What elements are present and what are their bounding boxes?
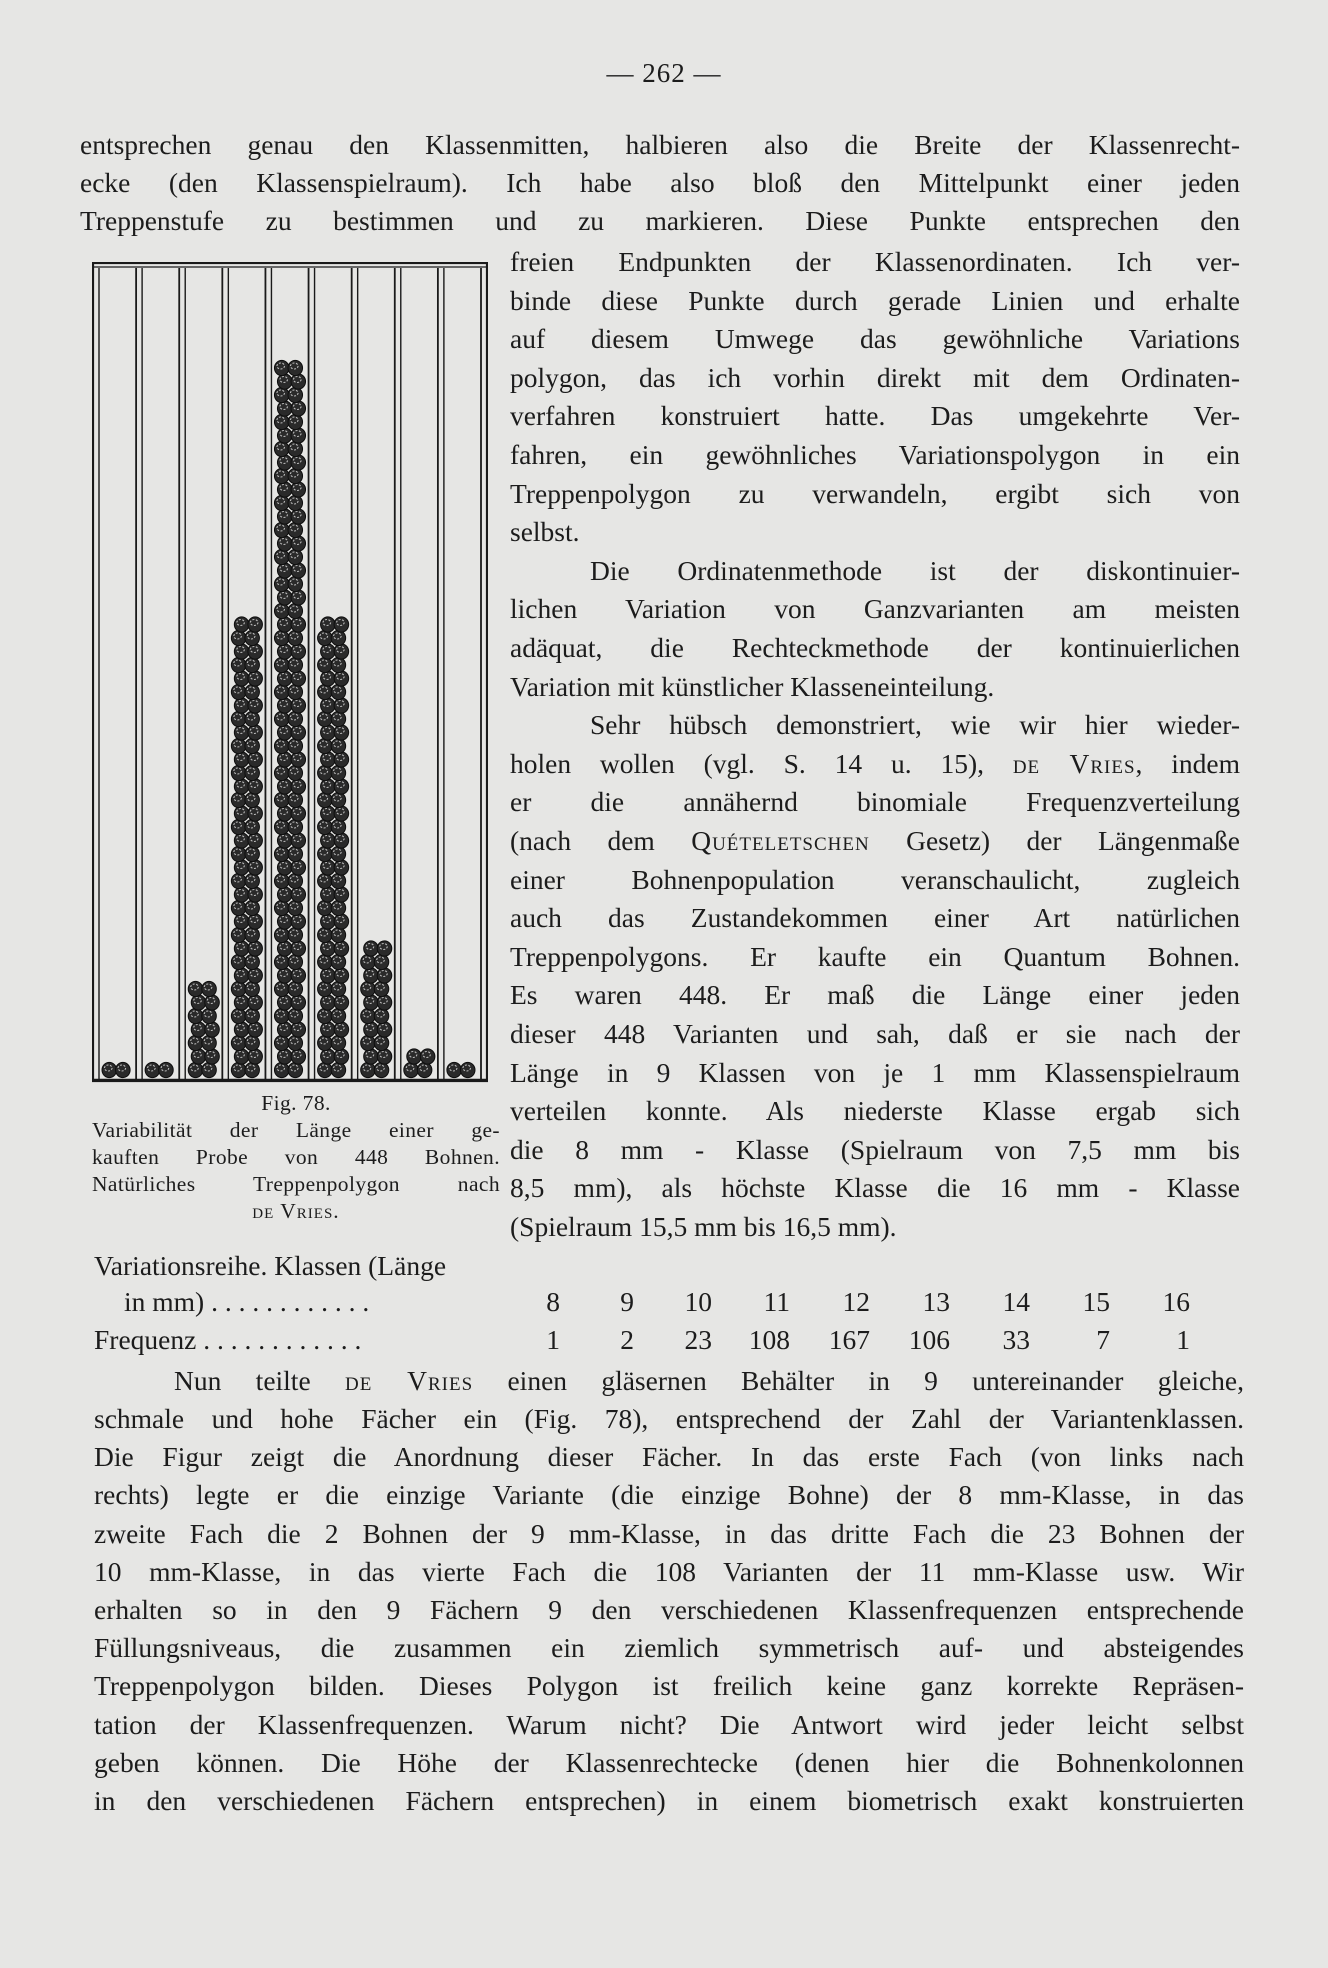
body-line: Füllungsniveaus, die zusammen ein ziemlich symmetrisch auf- und absteigendes [94,1632,1244,1664]
body-line: rechts) legte er die einzige Variante (die einzige Bohne) der 8 mm-Klasse, in das [94,1479,1244,1511]
body-line: verteilen konnte. Als niederste Klasse ergab sich [510,1095,1240,1127]
author-name: de Vries [344,1365,474,1396]
body-line: Die Figur zeigt die Anordnung dieser Fächer. In das erste Fach (von links nach [94,1441,1244,1473]
caption-line: kauften Probe von 448 Bohnen. [92,1145,500,1169]
figure-label: Fig. 78. [261,1091,331,1115]
body-line: polygon, das ich vorhin direkt mit dem Ordinaten- [510,361,1240,393]
body-line: tation der Klassenfrequenzen. Warum nicht? Die Antwort wird jeder leicht selbst [94,1708,1244,1740]
body-line: geben können. Die Höhe der Klassenrechtecke (denen hier die Bohnenkolonnen [94,1746,1244,1778]
body-line: dieser 448 Varianten und sah, daß er sie nach der [510,1018,1240,1049]
body-line [94,1362,1244,1400]
body-line: Länge in 9 Klassen von je 1 mm Klassenspielraum [510,1056,1240,1088]
body-line: adäquat, die Rechteckmethode der kontinuierlichen [510,632,1240,663]
bean-column [274,360,305,1077]
body-line: zweite Fach die 2 Bohnen der 9 mm-Klasse, in das dritte Fach die 23 Bohnen der [94,1517,1244,1549]
bean-column [102,1062,130,1077]
figure-caption [92,1090,500,1225]
table-cell-class: 16 [1162,1286,1190,1317]
body-line: Treppenstufe zu bestimmen und zu markieren. Diese Punkte entsprechen den [80,205,1240,236]
table-cell-frequency: 167 [828,1324,870,1355]
table-label-unit: in mm) . . . . . . . . . . . . [124,1286,370,1317]
body-line: entsprechen genau den Klassenmitten, halbieren also die Breite der Klassenrecht- [80,129,1240,160]
bean-compartments-figure [92,262,488,1086]
body-line: Es waren 448. Er maß die Länge einer jeden [510,979,1240,1011]
body-line: Variation mit künstlicher Klasseneinteilung. [510,670,995,702]
body-line: lichen Variation von Ganzvarianten am meisten [510,593,1240,625]
body-line: 10 mm-Klasse, in das vierte Fach die 108 Varianten der 11 mm-Klasse usw. Wir [94,1555,1244,1587]
table-cell-frequency: 2 [620,1324,634,1355]
text-span: Nun teilte [174,1365,311,1396]
table-cell-class: 12 [842,1286,870,1317]
body-line: freien Endpunkten der Klassenordinaten. Ich ver- [510,246,1240,277]
table-cell-class: 13 [922,1286,950,1317]
body-line: holen wollen (vgl. S. 14 u. 15), de Vries, indem [510,747,1240,779]
body-line: erhalten so in den 9 Fächern 9 den verschiedenen Klassenfrequenzen entsprechende [94,1594,1244,1625]
bean-column [145,1062,173,1077]
body-line: 8,5 mm), als höchste Klasse die 16 mm - Klasse [510,1172,1240,1204]
table-cell-frequency: 23 [684,1324,712,1355]
caption-author: de Vries. [252,1199,340,1223]
bean-column [188,981,219,1077]
body-line: Die Ordinatenmethode ist der diskontinuier- [590,554,1240,586]
table-cell-class: 14 [1002,1286,1030,1317]
table-cell-frequency: 33 [1002,1324,1030,1355]
body-line: Treppenpolygon zu verwandeln, ergibt sich von [510,477,1240,509]
table-cell-frequency: 1 [546,1324,560,1355]
author-name: Quételetschen [691,825,870,856]
page-number: — 262 — [606,58,722,88]
bean-column [231,617,262,1078]
table-cell-class: 8 [546,1286,560,1317]
body-line: in den verschiedenen Fächern entsprechen) in einem biometrisch exakt konstruierten [94,1785,1244,1816]
bean-column [404,1049,435,1078]
body-line: schmale und hohe Fächer ein (Fig. 78), entsprechend der Zahl der Variantenklassen. [94,1403,1244,1434]
body-line: ecke (den Klassenspielraum). Ich habe also bloß den Mittelpunkt einer jeden [80,167,1240,198]
table-cell-frequency: 1 [1176,1324,1190,1355]
table-row-header [94,1250,1244,1288]
body-line: verfahren konstruiert hatte. Das umgekehrte Ver- [510,400,1240,432]
bean-columns [102,360,475,1077]
body-line: (nach dem Quételetschen Gesetz) der Längenmaße [510,825,1240,856]
caption-line: Variabilität der Länge einer ge- [92,1118,500,1142]
body-line: binde diese Punkte durch gerade Linien und erhalte [510,284,1240,316]
table-row-classes [94,1286,1244,1324]
table-cell-class: 10 [684,1286,712,1317]
table-cell-class: 11 [763,1286,790,1317]
author-name: de Vries [1012,747,1136,779]
body-line: Treppenpolygons. Er kaufte ein Quantum Bohnen. [510,940,1240,972]
table-label-frequency: Frequenz . . . . . . . . . . . . [94,1324,362,1355]
body-line: einer Bohnenpopulation veranschaulicht, zugleich [510,863,1240,895]
table-label-classes: Variationsreihe. Klassen (Länge [94,1250,447,1281]
bean-column [318,617,349,1078]
body-line: fahren, ein gewöhnliches Variationspolygon in ein [510,439,1240,470]
body-line: Treppenpolygon bilden. Dieses Polygon ist freilich keine ganz korrekte Repräsen- [94,1670,1244,1702]
body-line: er die annähernd binomiale Frequenzverteilung [510,786,1240,818]
table-cell-class: 15 [1082,1286,1110,1317]
body-line: auf diesem Umwege das gewöhnliche Variations [510,323,1240,355]
bean-column [447,1062,475,1077]
body-line: die 8 mm - Klasse (Spielraum von 7,5 mm bis [510,1133,1240,1165]
body-line: Sehr hübsch demonstriert, wie wir hier wieder- [590,709,1240,741]
table-cell-frequency: 108 [748,1324,790,1355]
text-span: einen gläsernen Behälter in 9 untereinander gleiche, [507,1365,1244,1396]
table-cell-frequency: 106 [908,1324,950,1355]
body-line: selbst. [510,516,580,548]
table-cell-frequency: 7 [1096,1324,1110,1355]
table-row-frequencies [94,1324,1244,1362]
caption-line: Natürliches Treppenpolygon nach [92,1172,500,1196]
bean-column [361,941,392,1078]
body-line: auch das Zustandekommen einer Art natürlichen [510,902,1240,934]
body-line: (Spielraum 15,5 mm bis 16,5 mm). [510,1211,897,1242]
table-cell-class: 9 [620,1286,634,1317]
